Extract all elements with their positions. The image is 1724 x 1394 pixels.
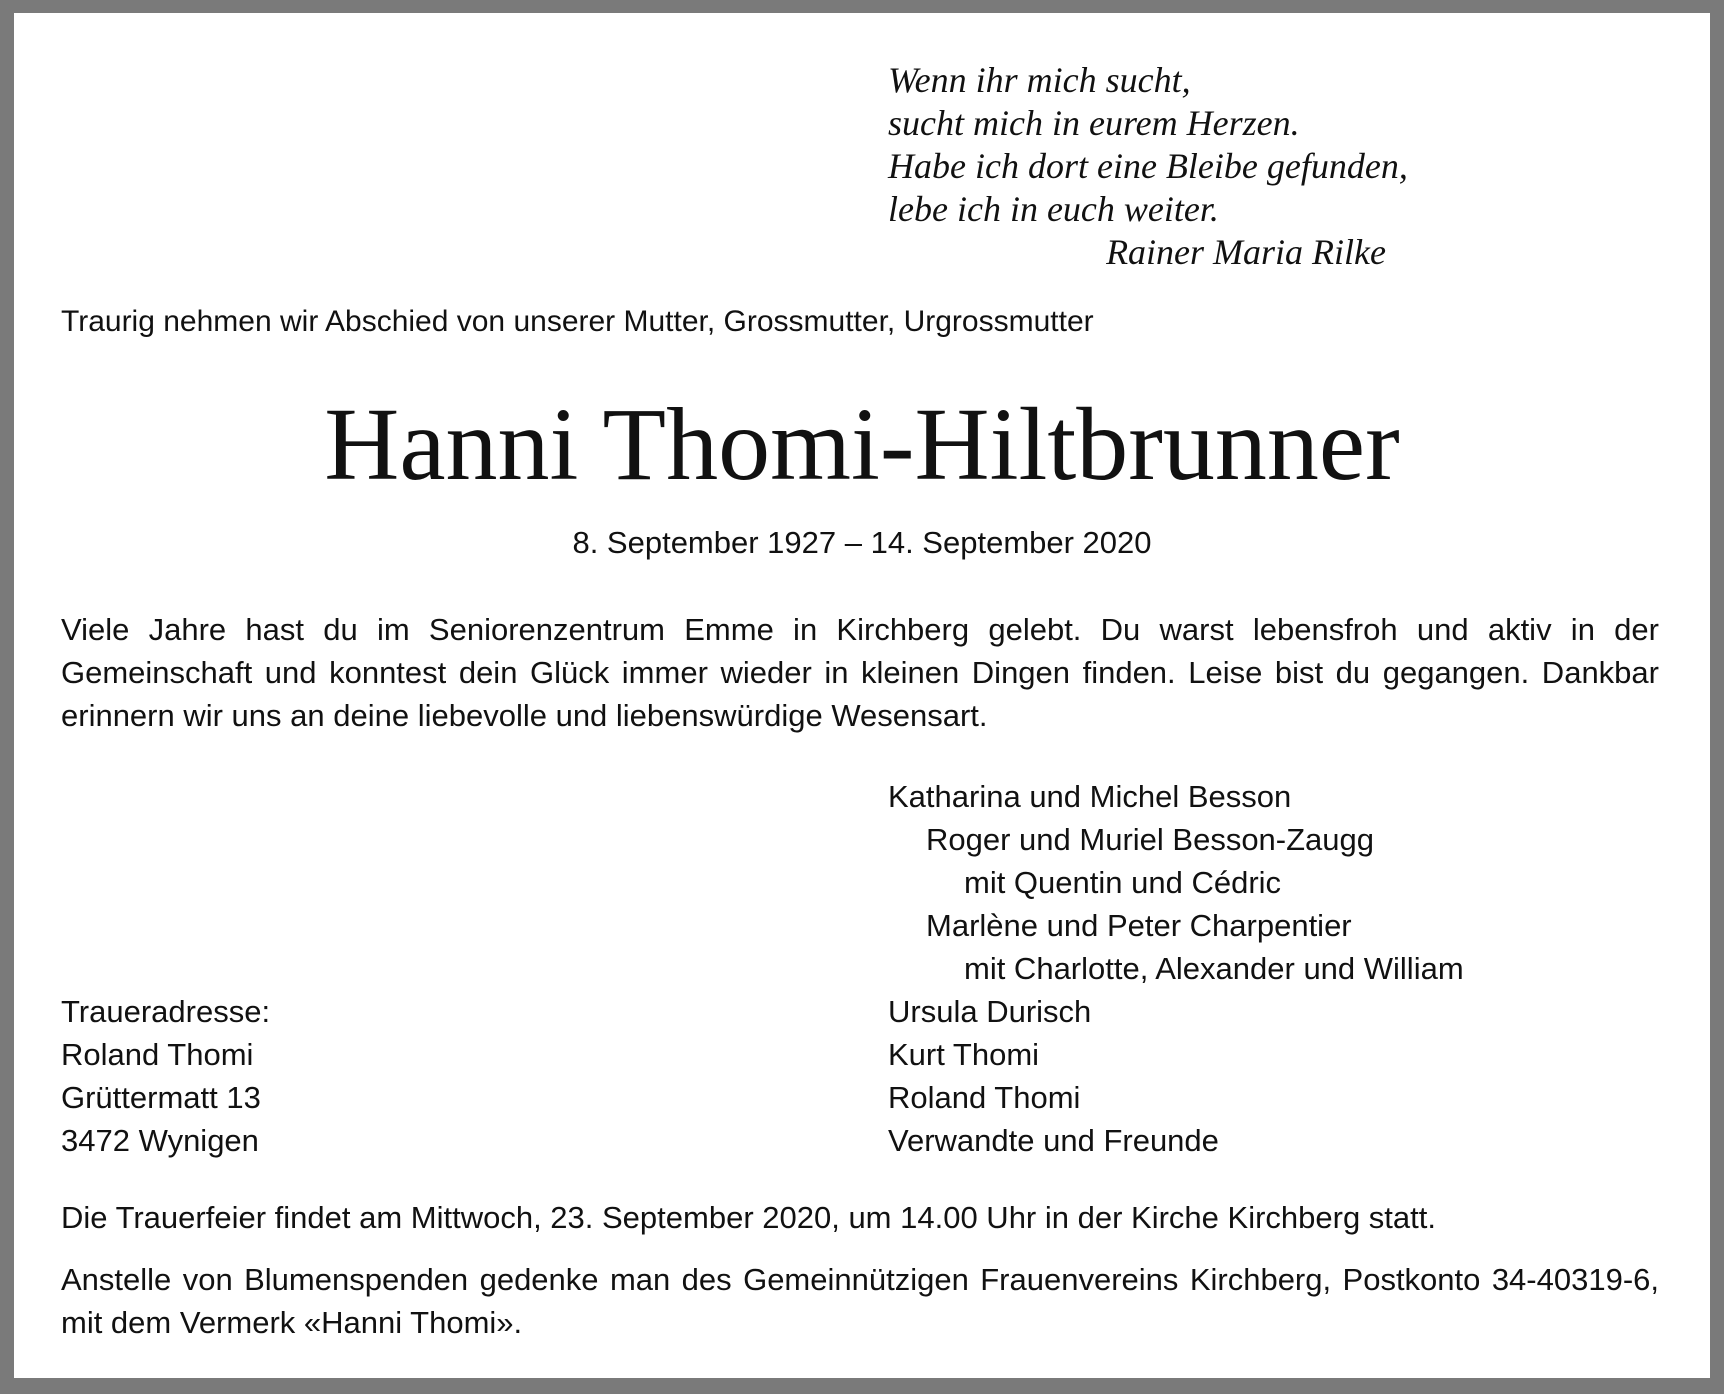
poem-line: lebe ich in euch weiter. — [888, 189, 1219, 229]
address-city: 3472 Wynigen — [61, 1123, 259, 1158]
mourner-line: Roger und Muriel Besson-Zaugg — [926, 822, 1375, 857]
donation-info: Anstelle von Blumenspenden gedenke man des Gemeinnützigen Frauenvereins Kirchberg, Postkonto 34-40319-6, mit dem Vermerk «Hanni Thomi». — [61, 1262, 1659, 1340]
mourning-address — [61, 990, 270, 1162]
poem — [888, 59, 1408, 274]
address-street: Grüttermatt 13 — [61, 1080, 261, 1115]
poem-line: sucht mich in eurem Herzen. — [888, 103, 1300, 143]
poem-line: Wenn ihr mich sucht, — [888, 60, 1191, 100]
address-label: Traueradresse: — [61, 994, 271, 1029]
address-name: Roland Thomi — [61, 1037, 254, 1072]
mourner-line: Katharina und Michel Besson — [888, 779, 1292, 814]
service-info: Die Trauerfeier findet am Mittwoch, 23. September 2020, um 14.00 Uhr in der Kirche Kirchberg statt. — [61, 1200, 1436, 1235]
mourner-line: Verwandte und Freunde — [888, 1123, 1219, 1158]
deceased-name: Hanni Thomi-Hiltbrunner — [324, 387, 1400, 502]
poem-author: Rainer Maria Rilke — [1106, 232, 1386, 272]
mourner-line: Marlène und Peter Charpentier — [926, 908, 1352, 943]
mourner-line: Ursula Durisch — [888, 994, 1092, 1029]
intro-text: Traurig nehmen wir Abschied von unserer Mutter, Grossmutter, Urgrossmutter — [61, 305, 1094, 338]
body-text: Viele Jahre hast du im Seniorenzentrum Emme in Kirchberg gelebt. Du warst lebensfroh und aktiv in der Gemeinschaft und konntest dein Glück immer wieder in kleinen Dingen finden. Leise bist du gegangen. Dankbar erinnern wir uns an deine liebevolle und liebenswürdige Wesensart. — [61, 612, 1659, 733]
mourner-line: mit Quentin und Cédric — [964, 865, 1282, 900]
obituary-page — [14, 13, 1710, 1378]
poem-line: Habe ich dort eine Bleibe gefunden, — [888, 146, 1408, 186]
life-dates: 8. September 1927 – 14. September 2020 — [572, 525, 1152, 560]
mourner-line: Kurt Thomi — [888, 1037, 1040, 1072]
mourner-line: mit Charlotte, Alexander und William — [964, 951, 1464, 986]
mourner-line: Roland Thomi — [888, 1080, 1081, 1115]
mourners-list — [888, 775, 1464, 1162]
